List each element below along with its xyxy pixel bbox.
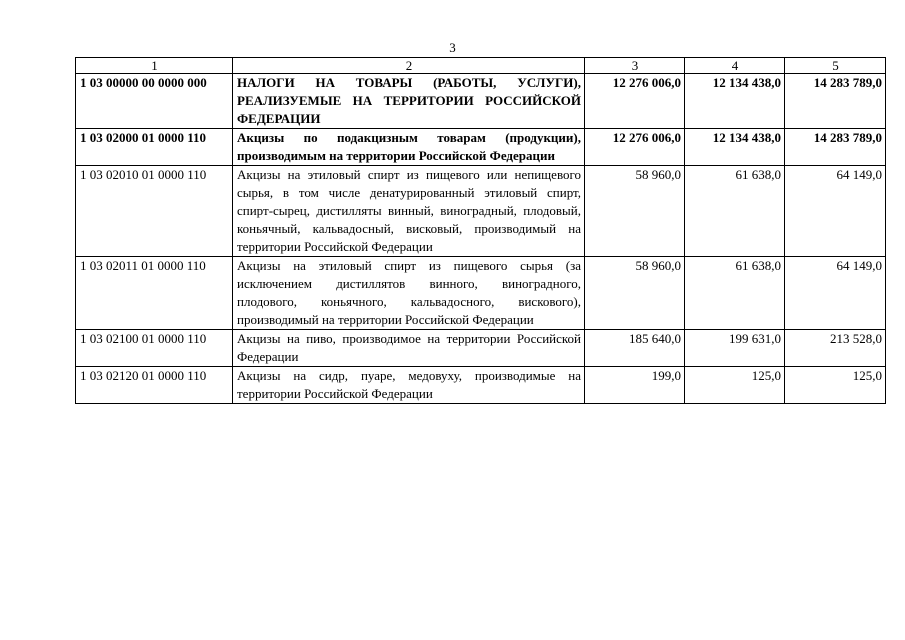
row-value-col-4: 199 631,0 bbox=[685, 330, 785, 367]
table-row bbox=[76, 367, 886, 404]
budget-revenue-table bbox=[75, 57, 886, 404]
row-value-col-5: 213 528,0 bbox=[785, 330, 886, 367]
header-col-1: 1 bbox=[76, 58, 233, 74]
row-value-col-5: 64 149,0 bbox=[785, 257, 886, 330]
table-row bbox=[76, 330, 886, 367]
row-code: 1 03 02000 01 0000 110 bbox=[76, 129, 233, 166]
table-row bbox=[76, 166, 886, 257]
row-code: 1 03 02010 01 0000 110 bbox=[76, 166, 233, 257]
row-name: Акцизы на пиво, производимое на территории Российской Федерации bbox=[233, 330, 585, 367]
header-col-5: 5 bbox=[785, 58, 886, 74]
row-value-col-5: 125,0 bbox=[785, 367, 886, 404]
row-value-col-3: 12 276 006,0 bbox=[585, 74, 685, 129]
row-value-col-3: 199,0 bbox=[585, 367, 685, 404]
row-value-col-3: 58 960,0 bbox=[585, 257, 685, 330]
header-col-4: 4 bbox=[685, 58, 785, 74]
row-value-col-4: 125,0 bbox=[685, 367, 785, 404]
row-value-col-4: 61 638,0 bbox=[685, 257, 785, 330]
header-col-3: 3 bbox=[585, 58, 685, 74]
row-code: 1 03 02100 01 0000 110 bbox=[76, 330, 233, 367]
header-col-2: 2 bbox=[233, 58, 585, 74]
row-name: НАЛОГИ НА ТОВАРЫ (РАБОТЫ, УСЛУГИ), РЕАЛИЗУЕМЫЕ НА ТЕРРИТОРИИ РОССИЙСКОЙ ФЕДЕРАЦИИ bbox=[233, 74, 585, 129]
table-row bbox=[76, 129, 886, 166]
row-value-col-4: 61 638,0 bbox=[685, 166, 785, 257]
table-row bbox=[76, 74, 886, 129]
row-value-col-4: 12 134 438,0 bbox=[685, 74, 785, 129]
table-header-row bbox=[76, 58, 886, 74]
row-value-col-5: 14 283 789,0 bbox=[785, 129, 886, 166]
table-row bbox=[76, 257, 886, 330]
row-code: 1 03 02011 01 0000 110 bbox=[76, 257, 233, 330]
row-value-col-5: 14 283 789,0 bbox=[785, 74, 886, 129]
row-name: Акцизы по подакцизным товарам (продукции), производимым на территории Российской Федерации bbox=[233, 129, 585, 166]
row-name: Акцизы на этиловый спирт из пищевого или непищевого сырья, в том числе денатурированный этиловый спирт, спирт-сырец, дистилляты винный, виноградный, плодовый, коньячный, кальвадосный, висковый, производимый на территории Российской Федерации bbox=[233, 166, 585, 257]
row-value-col-5: 64 149,0 bbox=[785, 166, 886, 257]
row-value-col-3: 12 276 006,0 bbox=[585, 129, 685, 166]
row-value-col-3: 185 640,0 bbox=[585, 330, 685, 367]
row-code: 1 03 00000 00 0000 000 bbox=[76, 74, 233, 129]
row-name: Акцизы на сидр, пуаре, медовуху, производимые на территории Российской Федерации bbox=[233, 367, 585, 404]
row-value-col-3: 58 960,0 bbox=[585, 166, 685, 257]
page-number: 3 bbox=[449, 40, 456, 55]
row-value-col-4: 12 134 438,0 bbox=[685, 129, 785, 166]
row-code: 1 03 02120 01 0000 110 bbox=[76, 367, 233, 404]
row-name: Акцизы на этиловый спирт из пищевого сырья (за исключением дистиллятов винного, виноградного, плодового, коньячного, кальвадосного, вискового), производимый на территории Российской Федерации bbox=[233, 257, 585, 330]
